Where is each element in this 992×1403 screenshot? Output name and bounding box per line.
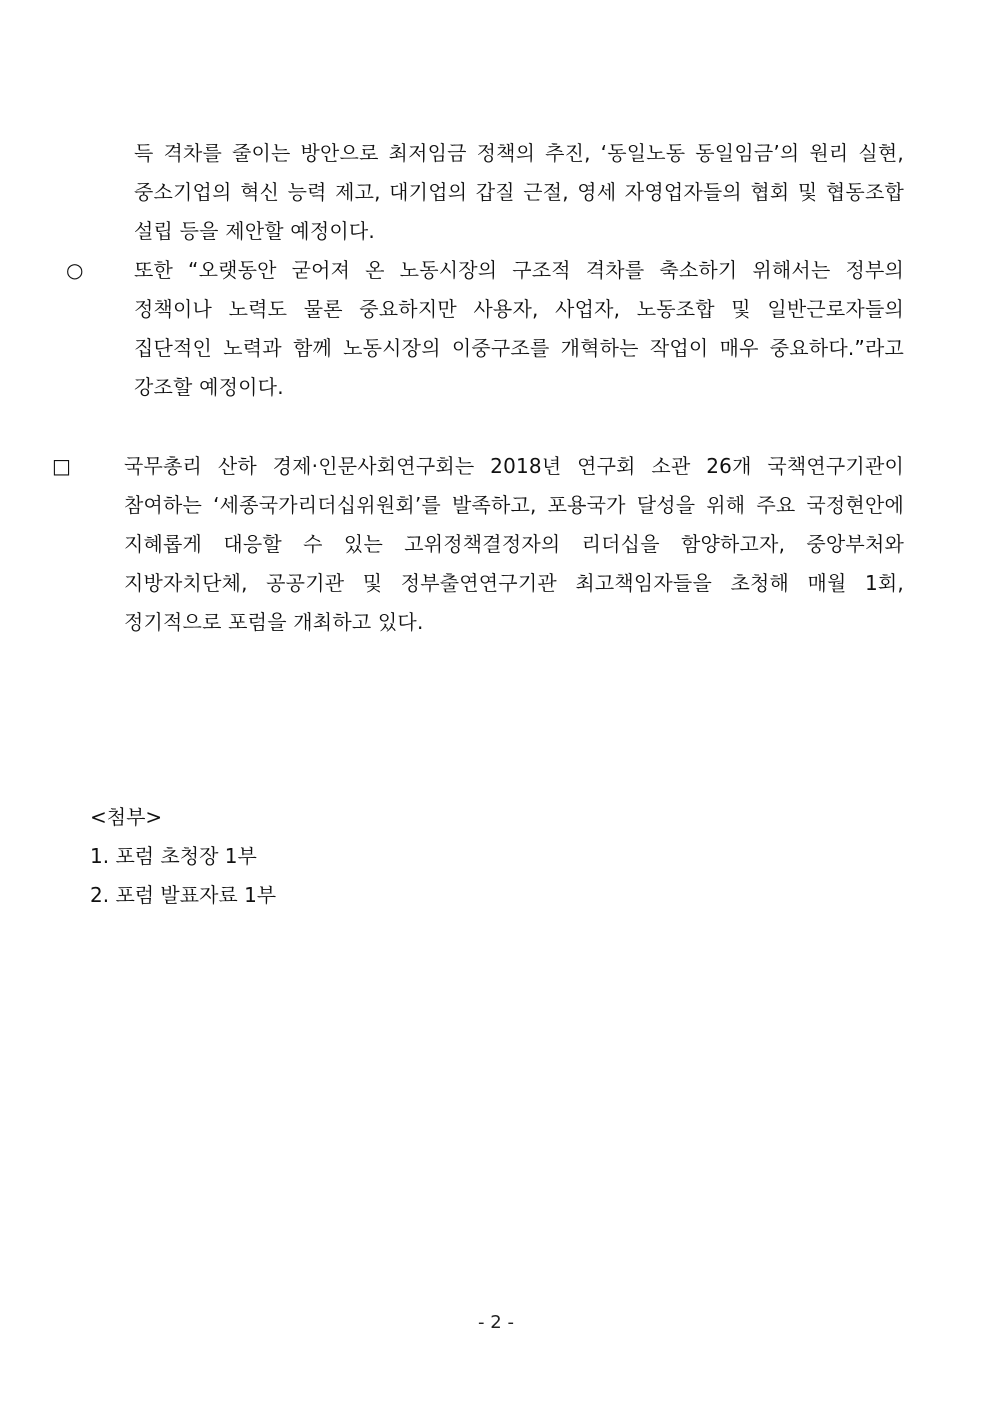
attachments-heading: <첨부> (90, 805, 163, 829)
square-bullet-item (52, 447, 904, 642)
square-bullet-text: 국무총리 산하 경제·인문사회연구회는 2018년 연구회 소관 26개 국책연구기관이 참여하는 ‘세종국가리더십위원회’를 발족하고, 포용국가 달성을 위해 주요 국정현안에 지혜롭게 대응할 수 있는 고위정책결정자의 리더십을 함양하고자, 중앙부처와 지방자치단체, 공공기관 및 정부출연연구기관 최고책임자들을 초청해 매월 1회, 정기적으로 포럼을 개최하고 있다. (124, 454, 904, 634)
continuation-paragraph: 득 격차를 줄이는 방안으로 최저임금 정책의 추진, ‘동일노동 동일임금’의 원리 실현, 중소기업의 혁신 능력 제고, 대기업의 갑질 근절, 영세 자영업자들의 협회 및 협동조합 설립 등을 제안할 예정이다. (134, 141, 904, 243)
attachment-item: 2. 포럼 발표자료 1부 (90, 883, 277, 907)
attachment-item: 1. 포럼 초청장 1부 (90, 844, 257, 868)
circle-bullet-text: 또한 “오랫동안 굳어져 온 노동시장의 구조적 격차를 축소하기 위해서는 정부의 정책이나 노력도 물론 중요하지만 사용자, 사업자, 노동조합 및 일반근로자들의 집단적인 노력과 함께 노동시장의 이중구조를 개혁하는 작업이 매우 중요하다.”라고 강조할 예정이다. (134, 258, 904, 399)
circle-bullet-icon: ○ (66, 258, 84, 282)
square-bullet-icon: □ (52, 454, 72, 478)
attachments-list (90, 837, 276, 915)
circle-bullet-item (66, 251, 904, 407)
page-number: - 2 - (478, 1312, 514, 1333)
